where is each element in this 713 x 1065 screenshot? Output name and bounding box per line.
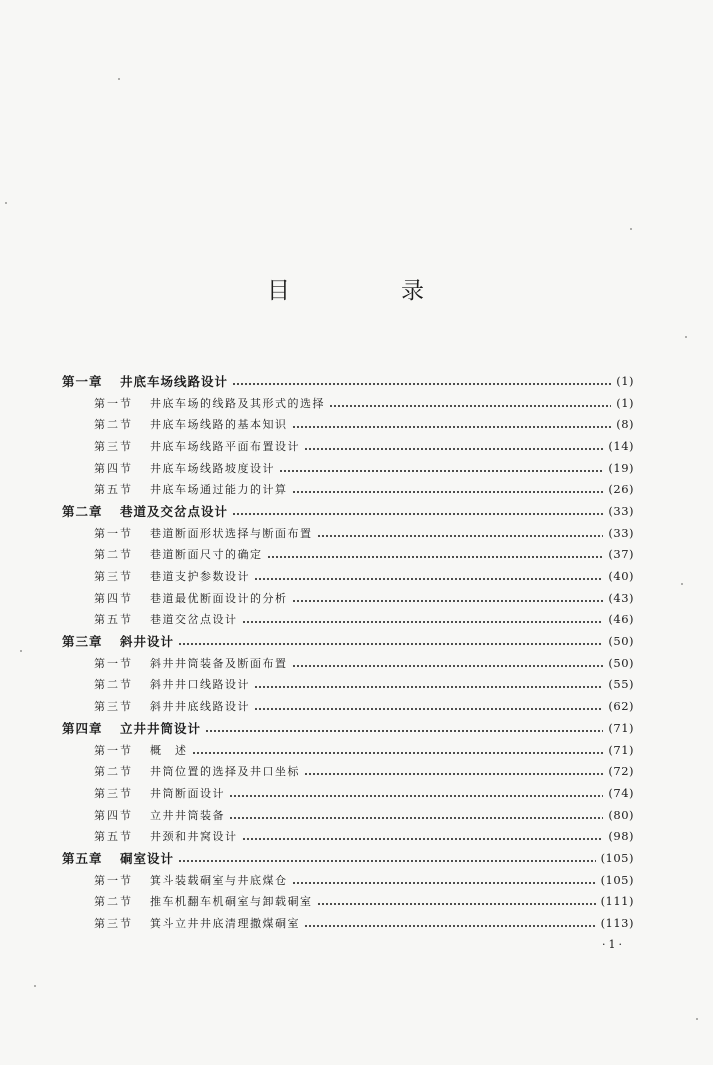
- dot-leader: [304, 448, 603, 450]
- toc-entry-page: (74): [608, 785, 634, 800]
- toc-entry-page: (80): [608, 807, 634, 822]
- toc-entry-title: 斜井井口线路设计: [150, 678, 250, 692]
- toc-entry-page: (50): [608, 634, 634, 649]
- scan-speck: [34, 985, 36, 987]
- toc-entry-page: (50): [608, 655, 634, 670]
- toc-entry-page: (33): [608, 525, 634, 540]
- toc-entry-label: 第一节: [94, 526, 133, 540]
- dot-leader: [292, 491, 604, 493]
- toc-entry-title: 井底车场线路的基本知识: [150, 418, 288, 432]
- dot-leader: [317, 535, 604, 537]
- toc-entry-label: 第一章: [62, 373, 103, 389]
- toc-section-row[interactable]: [62, 565, 634, 587]
- dot-leader: [178, 860, 596, 862]
- toc-entry-label: 第五章: [62, 850, 103, 866]
- dot-leader: [254, 686, 603, 688]
- toc-entry-title: 斜井井底线路设计: [150, 700, 250, 714]
- dot-leader: [267, 556, 604, 558]
- toc-entry-page: (105): [600, 850, 634, 865]
- toc-entry-label: 第五节: [94, 830, 133, 844]
- toc-section-row[interactable]: [62, 652, 634, 674]
- scan-speck: [20, 650, 22, 652]
- toc-entry-label: 第三节: [94, 786, 133, 800]
- toc-entry-label: 第一节: [94, 743, 133, 757]
- scan-speck: [118, 78, 120, 80]
- toc-entry-page: (37): [608, 547, 634, 562]
- toc-entry-label: 第二节: [94, 765, 133, 779]
- dot-leader: [279, 470, 603, 472]
- toc-entry-label: 第一节: [94, 656, 133, 670]
- toc-entry-page: (43): [608, 590, 634, 605]
- toc-entry-title: 巷道最优断面设计的分析: [150, 591, 288, 605]
- toc-entry-title: 巷道断面形状选择与断面布置: [150, 526, 313, 540]
- toc-entry-label: 第三节: [94, 917, 133, 931]
- toc-entry-page: (26): [608, 482, 634, 497]
- toc-entry-label: 第三节: [94, 700, 133, 714]
- dot-leader: [329, 405, 611, 407]
- toc-entry-title: 井底车场的线路及其形式的选择: [150, 396, 325, 410]
- toc-entry-page: (71): [608, 720, 634, 735]
- toc-entry-page: (14): [608, 438, 634, 453]
- dot-leader: [242, 621, 604, 623]
- toc-entry-page: (46): [608, 612, 634, 627]
- toc-chapter-row[interactable]: [62, 370, 634, 392]
- toc-entry-title: 巷道及交岔点设计: [120, 503, 229, 519]
- toc-section-row[interactable]: [62, 435, 634, 457]
- toc-entry-page: (1): [616, 395, 634, 410]
- dot-leader: [232, 513, 603, 515]
- scan-speck: [685, 336, 687, 338]
- toc-section-row[interactable]: [62, 587, 634, 609]
- dot-leader: [292, 600, 604, 602]
- toc-chapter-row[interactable]: [62, 717, 634, 739]
- toc-entry-title: 概 述: [150, 743, 188, 757]
- toc-section-row[interactable]: [62, 760, 634, 782]
- toc-entry-title: 井筒断面设计: [150, 786, 225, 800]
- toc-entry-label: 第三节: [94, 439, 133, 453]
- toc-section-row[interactable]: [62, 457, 634, 479]
- toc-entry-label: 第五节: [94, 613, 133, 627]
- dot-leader: [178, 643, 603, 645]
- toc-entry-page: (62): [608, 699, 634, 714]
- toc-entry-label: 第二章: [62, 503, 103, 519]
- toc-section-row[interactable]: [62, 609, 634, 631]
- toc-entry-label: 第四章: [62, 720, 103, 736]
- page-title: 目 录: [267, 278, 468, 304]
- toc-section-row[interactable]: [62, 891, 634, 913]
- scan-speck: [5, 202, 7, 204]
- scan-speck: [681, 583, 683, 585]
- scan-speck: [630, 228, 632, 230]
- toc-entry-title: 井底车场线路坡度设计: [150, 461, 275, 475]
- dot-leader: [254, 578, 603, 580]
- toc-section-row[interactable]: [62, 804, 634, 826]
- toc-entry-title: 推车机翻车机硐室与卸载硐室: [150, 895, 313, 909]
- toc-chapter-row[interactable]: [62, 500, 634, 522]
- toc-entry-page: (40): [608, 569, 634, 584]
- toc-entry-title: 斜井设计: [120, 634, 175, 650]
- toc-entry-title: 井底车场线路平面布置设计: [150, 439, 300, 453]
- dot-leader: [292, 665, 604, 667]
- toc-entry-page: (33): [608, 503, 634, 518]
- toc-section-row[interactable]: [62, 544, 634, 566]
- toc-entry-page: (98): [608, 829, 634, 844]
- toc-entry-page: (105): [600, 872, 634, 887]
- toc-entry-page: (19): [608, 460, 634, 475]
- toc-entry-title: 井底车场线路设计: [120, 373, 229, 389]
- toc-entry-title: 硐室设计: [120, 850, 175, 866]
- toc-entry-title: 斜井井筒装备及断面布置: [150, 656, 288, 670]
- toc-entry-label: 第五节: [94, 483, 133, 497]
- toc-entry-title: 巷道交岔点设计: [150, 613, 238, 627]
- toc-entry-label: 第三节: [94, 570, 133, 584]
- dot-leader: [242, 838, 604, 840]
- toc-entry-label: 第二节: [94, 678, 133, 692]
- dot-leader: [254, 708, 603, 710]
- toc-entry-page: (113): [600, 916, 634, 931]
- toc-entry-title: 井筒位置的选择及井口坐标: [150, 765, 300, 779]
- toc-entry-label: 第四节: [94, 808, 133, 822]
- toc-entry-label: 第三章: [62, 634, 103, 650]
- toc-section-row[interactable]: [62, 674, 634, 696]
- dot-leader: [229, 795, 603, 797]
- dot-leader: [292, 426, 612, 428]
- toc-entry-title: 立井井筒装备: [150, 808, 225, 822]
- toc-entry-title: 立井井筒设计: [120, 720, 202, 736]
- toc-entry-page: (1): [616, 373, 634, 388]
- dot-leader: [192, 752, 604, 754]
- toc-section-row[interactable]: [62, 782, 634, 804]
- toc-section-row[interactable]: [62, 413, 634, 435]
- scan-speck: [696, 1018, 698, 1020]
- toc-entry-label: 第一节: [94, 873, 133, 887]
- toc-entry-title: 井底车场通过能力的计算: [150, 483, 288, 497]
- toc-section-row[interactable]: [62, 869, 634, 891]
- dot-leader: [205, 730, 603, 732]
- toc-chapter-row[interactable]: [62, 630, 634, 652]
- toc-entry-title: 箕斗装载硐室与井底煤仓: [150, 873, 288, 887]
- toc-entry-label: 第二节: [94, 418, 133, 432]
- toc-section-row[interactable]: [62, 522, 634, 544]
- table-of-contents: [62, 370, 634, 934]
- toc-entry-title: 巷道断面尺寸的确定: [150, 548, 263, 562]
- toc-entry-title: 箕斗立井井底清理撒煤硐室: [150, 917, 300, 931]
- toc-entry-label: 第二节: [94, 895, 133, 909]
- toc-entry-label: 第四节: [94, 591, 133, 605]
- toc-section-row[interactable]: [62, 825, 634, 847]
- dot-leader: [292, 882, 596, 884]
- toc-entry-title: 井颈和井窝设计: [150, 830, 238, 844]
- dot-leader: [229, 817, 603, 819]
- dot-leader: [317, 903, 596, 905]
- dot-leader: [304, 773, 603, 775]
- dot-leader: [304, 925, 596, 927]
- toc-section-row[interactable]: [62, 392, 634, 414]
- toc-section-row[interactable]: [62, 478, 634, 500]
- toc-entry-label: 第二节: [94, 548, 133, 562]
- toc-entry-page: (72): [608, 764, 634, 779]
- toc-entry-page: (71): [608, 742, 634, 757]
- toc-entry-title: 巷道支护参数设计: [150, 570, 250, 584]
- toc-entry-page: (55): [608, 677, 634, 692]
- toc-entry-label: 第四节: [94, 461, 133, 475]
- toc-chapter-row[interactable]: [62, 847, 634, 869]
- toc-section-row[interactable]: [62, 912, 634, 934]
- page-number: ·1·: [602, 938, 625, 951]
- toc-entry-label: 第一节: [94, 396, 133, 410]
- toc-section-row[interactable]: [62, 739, 634, 761]
- toc-entry-page: (111): [600, 894, 634, 909]
- toc-entry-page: (8): [616, 417, 634, 432]
- toc-section-row[interactable]: [62, 695, 634, 717]
- dot-leader: [232, 383, 611, 385]
